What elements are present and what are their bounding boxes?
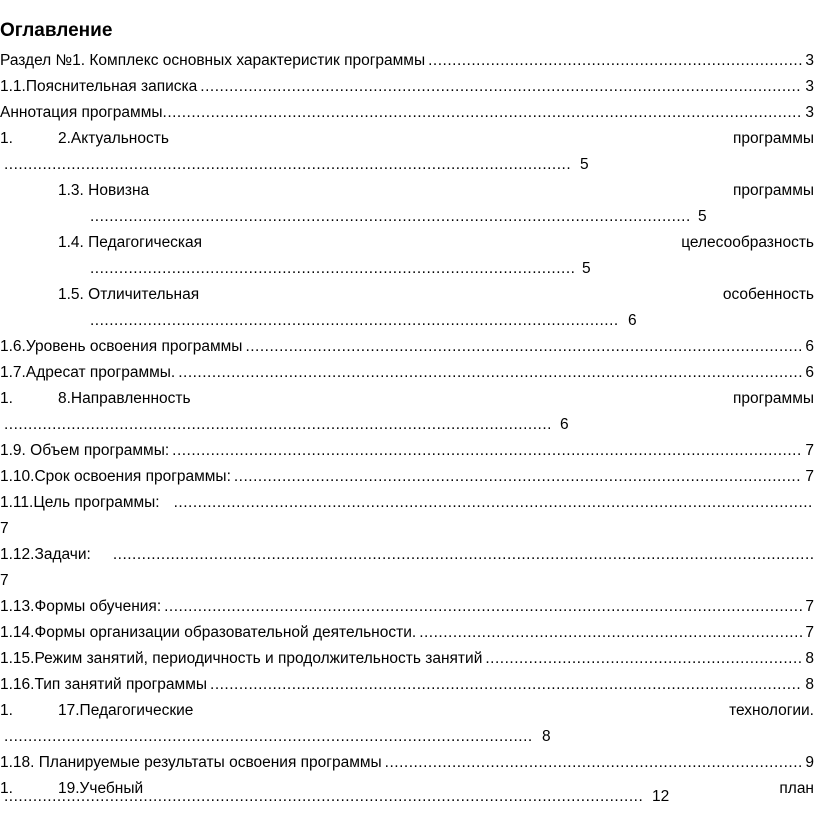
toc-leader xyxy=(385,754,803,772)
toc-leader xyxy=(200,78,802,96)
toc-entry-text: 8.Направленность xyxy=(58,390,191,407)
toc-leader xyxy=(90,208,690,226)
toc-entry[interactable] xyxy=(0,78,816,104)
toc-entry-text-end: программы xyxy=(733,130,814,147)
toc-leader xyxy=(4,788,644,806)
toc-entry[interactable] xyxy=(0,364,816,390)
toc-entry[interactable] xyxy=(0,390,816,416)
toc-entry-text: 1.4. Педагогическая xyxy=(58,234,203,251)
toc-page-number: 8 xyxy=(805,650,814,667)
toc-entry-text: 1.16.Тип занятий программы xyxy=(0,676,208,693)
toc-entry-number: 1. xyxy=(0,702,13,719)
toc-entry-text: 1.12.Задачи: xyxy=(0,546,91,563)
toc-entry[interactable] xyxy=(0,546,816,572)
toc-entry[interactable] xyxy=(0,52,816,78)
toc-entry-text: 19.Учебный xyxy=(58,780,144,797)
toc-entry[interactable] xyxy=(0,624,816,650)
toc-entry-text: 1.6.Уровень освоения программы xyxy=(0,338,243,355)
toc-leader xyxy=(4,728,534,746)
toc-leader xyxy=(210,676,802,694)
toc-entry[interactable] xyxy=(0,494,816,520)
toc-entry[interactable] xyxy=(0,442,816,468)
toc-page-number: 3 xyxy=(805,52,814,69)
toc-entry[interactable] xyxy=(0,754,816,780)
toc-page-number: 8 xyxy=(542,728,551,745)
toc-leader xyxy=(245,338,802,356)
toc-entry-text: 1.9. Объем программы: xyxy=(0,442,170,459)
toc-page-number: 6 xyxy=(805,364,814,381)
toc-leader xyxy=(174,494,813,512)
toc-page-number: 7 xyxy=(805,442,814,459)
toc-entry-text: 17.Педагогические xyxy=(58,702,194,719)
toc-page-number: 7 xyxy=(805,468,814,485)
toc-entry[interactable] xyxy=(0,338,816,364)
toc-entry-text-end: план xyxy=(779,780,814,797)
toc-entry-number: 1. xyxy=(0,130,13,147)
toc-entry[interactable] xyxy=(58,234,816,260)
toc-leader xyxy=(172,442,802,460)
toc-entry-text: Раздел №1. Комплекс основных характеристик программы xyxy=(0,52,426,69)
toc-entry-text: 1.15.Режим занятий, периодичность и продолжительность занятий xyxy=(0,650,483,667)
toc-leader xyxy=(4,416,552,434)
toc-entry-text: Аннотация программы xyxy=(0,104,163,121)
toc-page-number: 5 xyxy=(580,156,589,173)
toc-entry-text: 1.13.Формы обучения: xyxy=(0,598,162,615)
toc-entry[interactable] xyxy=(0,702,816,728)
toc-page-number: 5 xyxy=(698,208,707,225)
toc-entry-text-end: технологии. xyxy=(729,702,814,719)
toc-entry-continuation xyxy=(90,260,591,286)
toc-page-number: 6 xyxy=(805,338,814,355)
toc-page-number: 8 xyxy=(805,676,814,693)
toc-entry[interactable] xyxy=(0,650,816,676)
toc-leader xyxy=(163,104,803,122)
toc-leader xyxy=(178,364,802,382)
toc-page-number: 3 xyxy=(805,78,814,95)
toc-page-number: 7 xyxy=(805,624,814,641)
toc-entry-text: 1.14.Формы организации образовательной деятельности. xyxy=(0,624,417,641)
toc-entry-text: 2.Актуальность xyxy=(58,130,169,147)
toc-entry-number: 1. xyxy=(0,780,13,797)
toc-entry[interactable] xyxy=(0,104,816,130)
toc-entry-text-end: особенность xyxy=(722,286,814,303)
toc-leader xyxy=(90,260,574,278)
toc-entry-text: 1.5. Отличительная xyxy=(58,286,200,303)
toc-page-number: 7 xyxy=(0,572,9,589)
toc-page-number: 6 xyxy=(560,416,569,433)
toc-page-number: 7 xyxy=(805,598,814,615)
toc-entry-text-end: программы xyxy=(733,390,814,407)
toc-entry-text: 1.1.Пояснительная записка xyxy=(0,78,198,95)
toc-leader xyxy=(164,598,802,616)
toc-entry-continuation xyxy=(4,156,589,182)
toc-entry-continuation xyxy=(4,728,551,754)
toc-entry-text: 1.10.Срок освоения программы: xyxy=(0,468,231,485)
toc-entry[interactable] xyxy=(0,598,816,624)
toc-entry-text: 1.18. Планируемые результаты освоения программы xyxy=(0,754,382,771)
toc-entry-continuation xyxy=(90,208,707,234)
toc-leader xyxy=(485,650,802,668)
toc-page-number: 7 xyxy=(0,520,9,537)
toc-entry[interactable] xyxy=(58,182,816,208)
toc-entry-text: 1.7.Адресат программы. xyxy=(0,364,176,381)
toc-entry-number: 1. xyxy=(0,390,13,407)
toc-entry[interactable] xyxy=(58,286,816,312)
toc-entry-text-end: целесообразность xyxy=(681,234,814,251)
toc-entry[interactable] xyxy=(0,130,816,156)
toc-leader xyxy=(113,546,813,564)
toc-page-number: 5 xyxy=(582,260,591,277)
toc-leader xyxy=(419,624,802,642)
toc-entry-text: 1.3. Новизна xyxy=(58,182,150,199)
toc-entry[interactable] xyxy=(0,676,816,702)
toc-page-number: 9 xyxy=(805,754,814,771)
toc-page-number: 6 xyxy=(628,312,637,329)
toc-title: Оглавление xyxy=(0,20,113,41)
toc-entry-text-end: программы xyxy=(733,182,814,199)
toc-entry-continuation xyxy=(90,312,637,338)
toc-leader xyxy=(90,312,620,330)
toc-leader xyxy=(4,156,572,174)
toc-entry-text: 1.11.Цель программы: xyxy=(0,494,160,511)
toc-page-number: 12 xyxy=(652,788,670,805)
toc-entry[interactable] xyxy=(0,468,816,494)
toc-page-number: 3 xyxy=(805,104,814,121)
toc-entry-continuation xyxy=(4,416,569,442)
toc-entry-continuation xyxy=(4,788,669,814)
toc-leader xyxy=(428,52,802,70)
toc-leader xyxy=(234,468,803,486)
